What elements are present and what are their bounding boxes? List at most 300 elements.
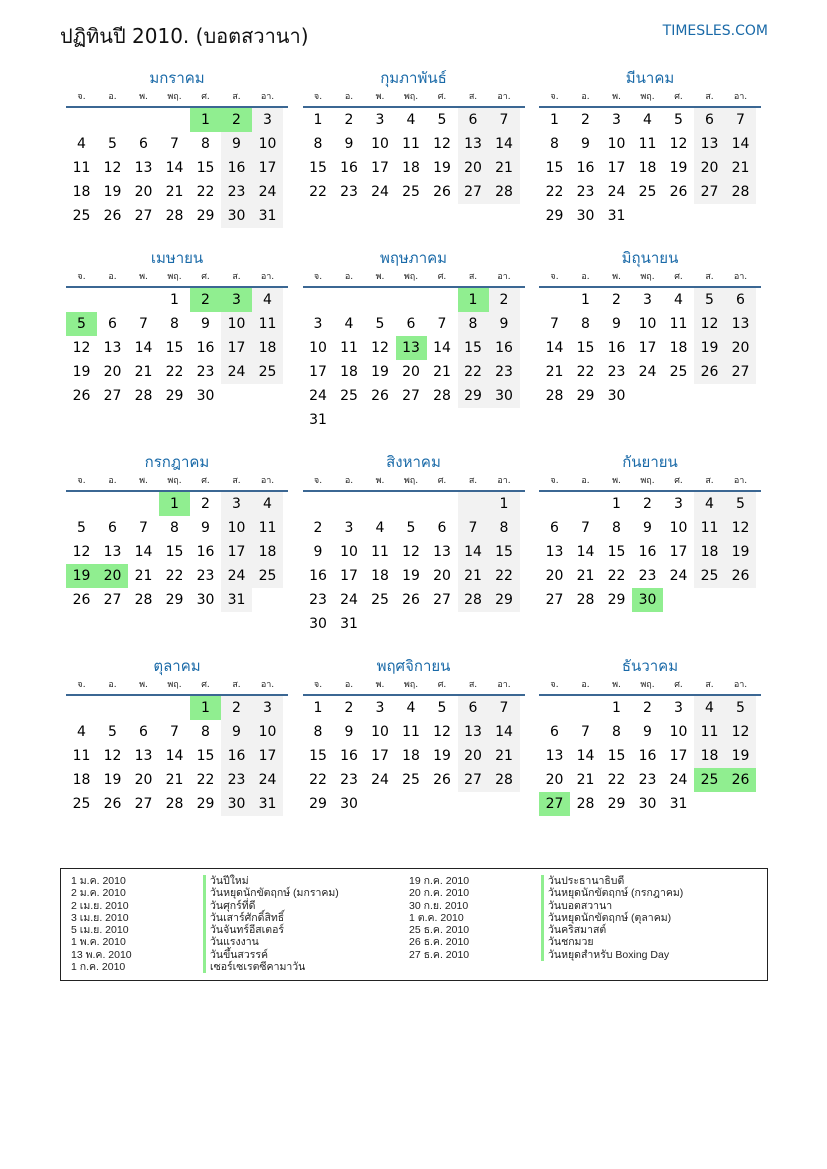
- day-cell: 4: [694, 492, 725, 516]
- weekday-label: อ.: [344, 272, 354, 282]
- empty-cell: [159, 108, 190, 132]
- week-row: [539, 204, 761, 228]
- day-cell: 26: [694, 360, 725, 384]
- day-cell: 30: [196, 592, 215, 608]
- legend-entry: วันปีใหม่: [203, 875, 339, 887]
- day-cell: 28: [134, 592, 153, 608]
- weekday-label: ศ.: [201, 92, 210, 102]
- weekday-label: พ.: [375, 92, 385, 102]
- day-cell: 8: [612, 724, 621, 740]
- day-cell: 6: [139, 724, 148, 740]
- day-cell: 7: [581, 520, 590, 536]
- day-cell: 27: [103, 592, 122, 608]
- day-cell: 29: [576, 388, 595, 404]
- day-cell: 4: [252, 288, 283, 312]
- month-name: มีนาคม: [625, 69, 675, 87]
- empty-cell: [396, 288, 427, 312]
- day-cell: 10: [607, 136, 626, 152]
- day-cell: 21: [458, 564, 489, 588]
- month-name: เมษายน: [150, 249, 204, 267]
- day-cell: 14: [134, 340, 153, 356]
- day-cell: 24: [221, 564, 252, 588]
- day-cell: 23: [221, 180, 252, 204]
- day-cell: 28: [576, 796, 595, 812]
- empty-cell: [66, 108, 97, 132]
- legend-entry: วันชกมวย: [541, 936, 683, 948]
- day-cell: 17: [221, 540, 252, 564]
- day-cell: 29: [165, 592, 184, 608]
- empty-cell: [365, 492, 396, 516]
- weekday-label: ส.: [705, 476, 714, 486]
- empty-cell: [128, 492, 159, 516]
- empty-cell: [66, 288, 97, 312]
- week-row: [303, 360, 525, 384]
- month-row: [66, 656, 761, 816]
- week-row: [539, 768, 761, 792]
- day-cell: 26: [371, 388, 389, 404]
- day-cell: 27: [433, 592, 451, 608]
- day-cell: 7: [550, 316, 559, 332]
- day-cell: 15: [607, 748, 626, 764]
- weekday-label: ศ.: [674, 680, 683, 690]
- day-cell: 14: [576, 544, 595, 560]
- day-cell: 16: [638, 544, 657, 560]
- empty-cell: [128, 696, 159, 720]
- empty-cell: [365, 288, 396, 312]
- day-cell: 21: [134, 568, 153, 584]
- month-block: [66, 656, 288, 816]
- day-cell: 24: [371, 184, 389, 200]
- day-cell: 1: [313, 700, 323, 716]
- day-cell: 14: [165, 748, 184, 764]
- legend-entry: 5 เม.ย. 2010: [71, 924, 129, 937]
- day-cell: 4: [406, 112, 416, 128]
- day-cell: 5: [725, 492, 756, 516]
- day-cell: 29: [196, 208, 215, 224]
- day-cell: 8: [201, 724, 210, 740]
- weekday-label: พ.: [612, 92, 621, 102]
- day-cell: 6: [458, 108, 489, 132]
- day-cell: 6: [108, 316, 117, 332]
- day-cell: 21: [134, 364, 153, 380]
- month-name: พฤศจิกายน: [376, 657, 451, 675]
- weekday-label: ศ.: [437, 92, 447, 102]
- day-cell: 5: [66, 312, 97, 336]
- day-cell: 3: [612, 112, 621, 128]
- week-row: [303, 384, 525, 408]
- day-cell: 27: [458, 768, 489, 792]
- day-cell: 28: [725, 180, 756, 204]
- day-cell: 26: [103, 208, 122, 224]
- empty-cell: [252, 384, 283, 408]
- weekday-label: อา.: [497, 680, 511, 690]
- day-cell: 17: [607, 160, 626, 176]
- day-cell: 19: [402, 568, 420, 584]
- empty-cell: [570, 492, 601, 516]
- day-cell: 18: [252, 336, 283, 360]
- weekday-label: พฤ.: [640, 680, 655, 690]
- day-cell: 6: [437, 520, 447, 536]
- weekday-label: พฤ.: [403, 476, 419, 486]
- weekday-header: [303, 676, 525, 696]
- day-cell: 6: [139, 136, 148, 152]
- day-cell: 24: [340, 592, 358, 608]
- weekday-label: อ.: [108, 680, 117, 690]
- weekday-label: จ.: [313, 92, 323, 102]
- month-block: [539, 68, 761, 228]
- empty-cell: [365, 612, 396, 636]
- legend-entry: 20 ก.ค. 2010: [409, 887, 470, 900]
- legend-entry: 1 พ.ค. 2010: [71, 936, 126, 949]
- day-cell: 29: [607, 592, 626, 608]
- day-cell: 1: [170, 292, 179, 308]
- day-cell: 28: [545, 388, 564, 404]
- day-cell: 31: [669, 796, 688, 812]
- day-cell: 9: [201, 520, 210, 536]
- weekday-label: พฤ.: [403, 272, 419, 282]
- empty-cell: [489, 408, 520, 432]
- day-cell: 14: [725, 132, 756, 156]
- day-cell: 25: [252, 360, 283, 384]
- week-row: [303, 792, 525, 816]
- day-cell: 4: [375, 520, 385, 536]
- week-row: [303, 612, 525, 636]
- day-cell: 27: [134, 796, 153, 812]
- weekday-label: อ.: [344, 476, 354, 486]
- day-cell: 3: [221, 492, 252, 516]
- day-cell: 23: [309, 592, 327, 608]
- day-cell: 16: [221, 156, 252, 180]
- day-cell: 5: [694, 288, 725, 312]
- empty-cell: [663, 204, 694, 228]
- day-cell: 18: [72, 772, 91, 788]
- day-cell: 18: [638, 160, 657, 176]
- day-cell: 11: [72, 748, 91, 764]
- week-row: [303, 180, 525, 204]
- empty-cell: [489, 792, 520, 816]
- weekday-header: [303, 472, 525, 492]
- weekday-label: พฤ.: [640, 476, 655, 486]
- week-row: [539, 312, 761, 336]
- day-cell: 7: [489, 108, 520, 132]
- day-cell: 29: [545, 208, 564, 224]
- day-cell: 10: [221, 312, 252, 336]
- week-row: [66, 492, 288, 516]
- weekday-label: พฤ.: [167, 476, 182, 486]
- day-cell: 11: [402, 724, 420, 740]
- day-cell: 25: [371, 592, 389, 608]
- day-cell: 1: [159, 492, 190, 516]
- day-cell: 11: [402, 136, 420, 152]
- week-row: [66, 696, 288, 720]
- day-cell: 23: [607, 364, 626, 380]
- day-cell: 12: [433, 136, 451, 152]
- day-cell: 25: [694, 768, 725, 792]
- month-row: [66, 68, 761, 228]
- day-cell: 18: [340, 364, 358, 380]
- weekday-label: พฤ.: [167, 92, 182, 102]
- weekday-label: อ.: [581, 680, 590, 690]
- weekday-header: [539, 88, 761, 108]
- empty-cell: [539, 696, 570, 720]
- day-cell: 13: [103, 340, 122, 356]
- day-cell: 11: [371, 544, 389, 560]
- day-cell: 12: [72, 544, 91, 560]
- weekday-header: [303, 88, 525, 108]
- empty-cell: [396, 612, 427, 636]
- day-cell: 17: [340, 568, 358, 584]
- weekday-label: ส.: [468, 476, 478, 486]
- day-cell: 14: [489, 132, 520, 156]
- week-row: [539, 540, 761, 564]
- day-cell: 31: [309, 412, 327, 428]
- empty-cell: [221, 384, 252, 408]
- weekday-label: อา.: [260, 272, 275, 282]
- empty-cell: [663, 384, 694, 408]
- day-cell: 30: [489, 384, 520, 408]
- day-cell: 27: [725, 360, 756, 384]
- legend-entry: 1 ม.ค. 2010: [71, 875, 126, 887]
- weekday-label: ศ.: [437, 476, 447, 486]
- weekday-label: พ.: [139, 272, 148, 282]
- day-cell: 31: [340, 616, 358, 632]
- day-cell: 28: [489, 180, 520, 204]
- day-cell: 30: [638, 796, 657, 812]
- legend-entry: วันหยุดนักขัตฤกษ์ (ตุลาคม): [541, 912, 683, 924]
- day-cell: 29: [165, 388, 184, 404]
- month-name: พฤษภาคม: [379, 249, 448, 267]
- weekday-label: พฤ.: [640, 272, 655, 282]
- day-cell: 24: [252, 180, 283, 204]
- week-row: [539, 384, 761, 408]
- day-cell: 2: [221, 696, 252, 720]
- day-cell: 29: [489, 588, 520, 612]
- week-row: [66, 288, 288, 312]
- day-cell: 9: [643, 724, 652, 740]
- week-row: [303, 720, 525, 744]
- week-row: [303, 312, 525, 336]
- weekday-label: อ.: [581, 92, 590, 102]
- empty-cell: [66, 696, 97, 720]
- empty-cell: [694, 588, 725, 612]
- day-cell: 10: [221, 516, 252, 540]
- legend-entry: 27 ธ.ค. 2010: [409, 948, 470, 961]
- day-cell: 25: [638, 184, 657, 200]
- day-cell: 2: [313, 520, 323, 536]
- day-cell: 4: [77, 136, 86, 152]
- day-cell: 25: [252, 564, 283, 588]
- day-cell: 19: [694, 336, 725, 360]
- day-cell: 10: [669, 520, 688, 536]
- week-row: [539, 720, 761, 744]
- empty-cell: [252, 588, 283, 612]
- week-row: [539, 792, 761, 816]
- week-row: [539, 156, 761, 180]
- day-cell: 18: [402, 748, 420, 764]
- weekday-label: อา.: [497, 92, 511, 102]
- day-cell: 21: [725, 156, 756, 180]
- month-block: [539, 452, 761, 636]
- day-cell: 16: [576, 160, 595, 176]
- week-row: [303, 588, 525, 612]
- day-cell: 9: [643, 520, 652, 536]
- day-cell: 2: [643, 700, 652, 716]
- day-cell: 19: [725, 540, 756, 564]
- day-cell: 24: [221, 360, 252, 384]
- day-cell: 15: [196, 748, 215, 764]
- weekday-label: อา.: [733, 680, 748, 690]
- empty-cell: [334, 408, 365, 432]
- weekday-label: ส.: [232, 92, 241, 102]
- day-cell: 3: [674, 496, 683, 512]
- weekday-label: จ.: [313, 272, 323, 282]
- day-cell: 30: [309, 616, 327, 632]
- day-cell: 7: [437, 316, 447, 332]
- empty-cell: [334, 288, 365, 312]
- day-cell: 26: [725, 768, 756, 792]
- day-cell: 15: [576, 340, 595, 356]
- day-cell: 22: [196, 772, 215, 788]
- legend-entry: 13 พ.ค. 2010: [71, 948, 132, 961]
- day-cell: 8: [458, 312, 489, 336]
- day-cell: 2: [201, 496, 210, 512]
- week-row: [303, 744, 525, 768]
- weekday-header: [66, 472, 288, 492]
- day-cell: 23: [638, 568, 657, 584]
- week-row: [539, 180, 761, 204]
- empty-cell: [725, 204, 756, 228]
- month-block: [539, 248, 761, 432]
- legend-entry: 26 ธ.ค. 2010: [409, 936, 470, 949]
- day-cell: 10: [371, 724, 389, 740]
- month-block: [303, 452, 525, 636]
- day-cell: 23: [340, 184, 358, 200]
- day-cell: 10: [669, 724, 688, 740]
- day-cell: 15: [165, 340, 184, 356]
- day-cell: 1: [190, 696, 221, 720]
- weekday-label: พฤ.: [403, 680, 419, 690]
- weekday-label: ส.: [232, 272, 241, 282]
- day-cell: 31: [607, 208, 626, 224]
- day-cell: 9: [489, 312, 520, 336]
- page-title: ปฏิทินปี 2010. (บอตสวานา): [60, 24, 309, 48]
- week-row: [66, 792, 288, 816]
- day-cell: 2: [612, 292, 621, 308]
- day-cell: 8: [550, 136, 559, 152]
- day-cell: 16: [489, 336, 520, 360]
- day-cell: 24: [607, 184, 626, 200]
- day-cell: 22: [196, 184, 215, 200]
- day-cell: 16: [221, 744, 252, 768]
- day-cell: 18: [252, 540, 283, 564]
- day-cell: 25: [72, 208, 91, 224]
- day-cell: 22: [607, 568, 626, 584]
- day-cell: 26: [72, 388, 91, 404]
- month-block: [303, 68, 525, 228]
- day-cell: 5: [77, 520, 86, 536]
- legend-entry: วันเสาร์ศักดิ์สิทธิ์: [203, 912, 339, 924]
- day-cell: 13: [103, 544, 122, 560]
- month-block: [303, 656, 525, 816]
- day-cell: 5: [725, 696, 756, 720]
- day-cell: 2: [489, 288, 520, 312]
- weekday-label: ศ.: [674, 272, 683, 282]
- day-cell: 20: [545, 772, 564, 788]
- week-row: [66, 132, 288, 156]
- week-row: [66, 180, 288, 204]
- empty-cell: [427, 408, 458, 432]
- day-cell: 24: [669, 772, 688, 788]
- month-name: ธันวาคม: [621, 657, 679, 675]
- day-cell: 5: [108, 724, 117, 740]
- month-block: [539, 656, 761, 816]
- day-cell: 3: [344, 520, 354, 536]
- week-row: [303, 156, 525, 180]
- day-cell: 31: [252, 792, 283, 816]
- weekday-label: ส.: [705, 92, 714, 102]
- day-cell: 11: [72, 160, 91, 176]
- legend-dates-right: [409, 875, 469, 961]
- legend-entry: 1 ต.ค. 2010: [409, 911, 464, 924]
- day-cell: 14: [433, 340, 451, 356]
- day-cell: 19: [371, 364, 389, 380]
- day-cell: 22: [309, 184, 327, 200]
- day-cell: 15: [309, 748, 327, 764]
- day-cell: 20: [458, 156, 489, 180]
- weekday-label: ส.: [468, 92, 478, 102]
- day-cell: 10: [340, 544, 358, 560]
- day-cell: 25: [402, 184, 420, 200]
- month-row: [66, 452, 761, 636]
- day-cell: 5: [406, 520, 416, 536]
- day-cell: 8: [313, 724, 323, 740]
- legend-entry: 2 เม.ย. 2010: [71, 899, 129, 912]
- legend-entry: 3 เม.ย. 2010: [71, 911, 129, 924]
- week-row: [539, 108, 761, 132]
- legend-entry: 25 ธ.ค. 2010: [409, 924, 470, 937]
- day-cell: 8: [170, 316, 179, 332]
- day-cell: 18: [371, 568, 389, 584]
- day-cell: 20: [694, 156, 725, 180]
- day-cell: 30: [632, 588, 663, 612]
- weekday-label: ส.: [468, 680, 478, 690]
- day-cell: 12: [103, 748, 122, 764]
- day-cell: 21: [433, 364, 451, 380]
- week-row: [539, 588, 761, 612]
- day-cell: 12: [433, 724, 451, 740]
- day-cell: 24: [252, 768, 283, 792]
- week-row: [303, 408, 525, 432]
- weekday-label: พ.: [139, 92, 148, 102]
- day-cell: 9: [221, 720, 252, 744]
- legend-entry: เซอร์เซเรตซีคามาวัน: [203, 961, 339, 973]
- week-row: [539, 492, 761, 516]
- site-link[interactable]: TIMESLES.COM: [662, 23, 768, 39]
- weekday-label: อ.: [108, 272, 117, 282]
- month-block: [303, 248, 525, 432]
- day-cell: 27: [103, 388, 122, 404]
- day-cell: 22: [607, 772, 626, 788]
- weekday-label: จ.: [550, 272, 559, 282]
- empty-cell: [694, 204, 725, 228]
- day-cell: 8: [201, 136, 210, 152]
- day-cell: 3: [674, 700, 683, 716]
- day-cell: 12: [694, 312, 725, 336]
- weekday-label: อา.: [260, 92, 275, 102]
- day-cell: 25: [402, 772, 420, 788]
- weekday-header: [539, 676, 761, 696]
- day-cell: 17: [669, 748, 688, 764]
